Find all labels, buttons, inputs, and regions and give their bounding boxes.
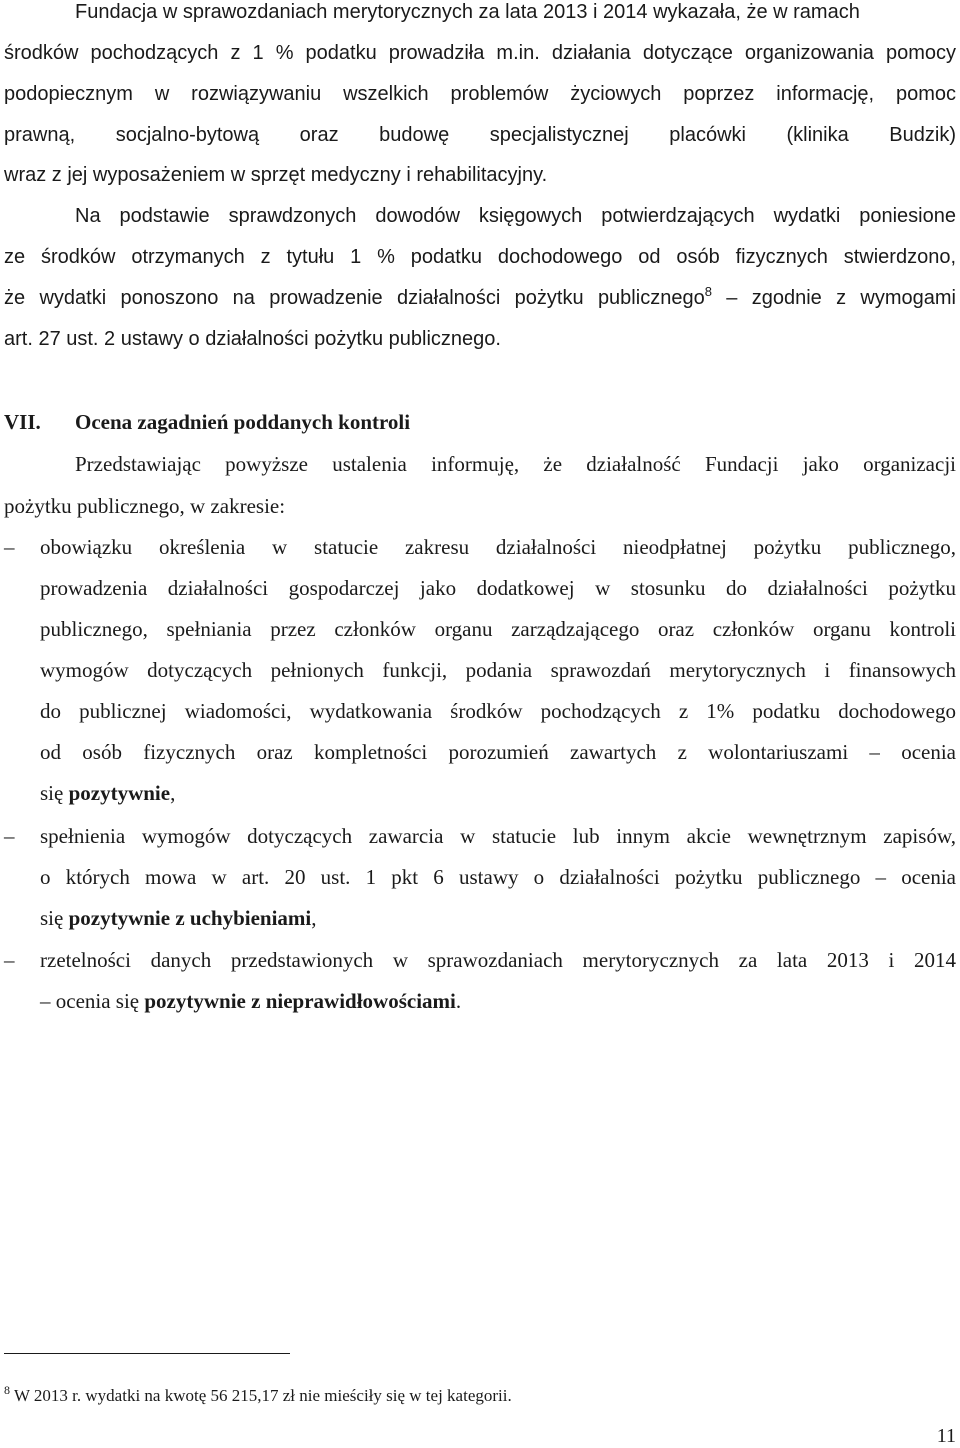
- assessment-result: pozytywnie z uchybieniami: [68, 906, 312, 930]
- paragraph-line: Fundacja w sprawozdaniach merytorycznych za lata 2013 i 2014 wykazała, że w ramach: [75, 1, 860, 23]
- paragraph-text: – zgodnie z wymogami: [711, 287, 956, 309]
- paragraph-line: Na podstawie sprawdzonych dowodów księgowych potwierdzających wydatki poniesione: [75, 205, 956, 227]
- paragraph-line: [4, 286, 956, 310]
- list-item-text: ,: [170, 781, 176, 805]
- assessment-result: pozytywnie: [68, 781, 171, 805]
- list-item-text: się: [40, 906, 69, 930]
- list-item-text: ,: [311, 906, 317, 930]
- list-dash: –: [4, 948, 15, 972]
- list-item-line: rzetelności danych przedstawionych w sprawozdaniach merytorycznych za lata 2013 i 2014: [40, 948, 956, 972]
- list-item-text: .: [455, 989, 462, 1013]
- list-item-text: – ocenia się: [40, 989, 145, 1013]
- list-item-text: się: [40, 781, 69, 805]
- list-item-line: publicznego, spełniania przez członków organu zarządzającego oraz członków organu kontroli: [40, 617, 956, 641]
- footnote: [4, 1383, 512, 1406]
- list-item-line: od osób fizycznych oraz kompletności porozumień zawartych z wolontariuszami – ocenia: [40, 740, 956, 764]
- list-item-line: wymogów dotyczących pełnionych funkcji, podania sprawozdań merytorycznych i finansowych: [40, 658, 956, 682]
- paragraph-line: wraz z jej wyposażeniem w sprzęt medyczny i rehabilitacyjny.: [4, 164, 548, 186]
- paragraph-line: art. 27 ust. 2 ustawy o działalności pożytku publicznego.: [4, 328, 501, 350]
- paragraph-text: że wydatki ponoszono na prowadzenie działalności pożytku publicznego: [4, 287, 705, 309]
- section-number: VII.: [4, 410, 41, 434]
- paragraph-line: prawną, socjalno-bytową oraz budowę specjalistycznej placówki (klinika Budzik): [4, 124, 956, 146]
- list-dash: –: [4, 824, 15, 848]
- paragraph-line: środków pochodzących z 1 % podatku prowadziła m.in. działania dotyczące organizowania pomocy: [4, 42, 956, 64]
- list-item-line: o których mowa w art. 20 ust. 1 pkt 6 ustawy o działalności pożytku publicznego – ocenia: [40, 865, 956, 889]
- list-item-line: prowadzenia działalności gospodarczej jako dodatkowej w stosunku do działalności pożytku: [40, 576, 956, 600]
- list-item-line: [40, 906, 317, 930]
- list-item-line: obowiązku określenia w statucie zakresu działalności nieodpłatnej pożytku publicznego,: [40, 535, 956, 559]
- paragraph-line: podopiecznym w rozwiązywaniu wszelkich problemów życiowych poprzez informację, pomoc: [4, 83, 956, 105]
- footnote-number: 8: [4, 1383, 10, 1397]
- footnote-separator: [4, 1353, 290, 1354]
- footnote-text: W 2013 r. wydatki na kwotę 56 215,17 zł nie mieściły się w tej kategorii.: [10, 1386, 512, 1405]
- paragraph-line: ze środków otrzymanych z tytułu 1 % podatku dochodowego od osób fizycznych stwierdzono,: [4, 246, 956, 268]
- list-item-line: [40, 781, 175, 805]
- list-item-line: do publicznej wiadomości, wydatkowania środków pochodzących z 1% podatku dochodowego: [40, 699, 956, 723]
- section-title: Ocena zagadnień poddanych kontroli: [75, 410, 411, 434]
- intro-line: pożytku publicznego, w zakresie:: [4, 494, 286, 518]
- list-item-line: spełnienia wymogów dotyczących zawarcia w statucie lub innym akcie wewnętrznym zapisów,: [40, 824, 956, 848]
- page-number: 11: [936, 1425, 956, 1447]
- assessment-result: pozytywnie z nieprawidłowościami: [144, 989, 456, 1013]
- footnote-reference[interactable]: 8: [704, 284, 712, 299]
- list-item-line: [40, 989, 461, 1013]
- intro-line: Przedstawiając powyższe ustalenia informuję, że działalność Fundacji jako organizacji: [75, 452, 956, 476]
- list-dash: –: [4, 535, 15, 559]
